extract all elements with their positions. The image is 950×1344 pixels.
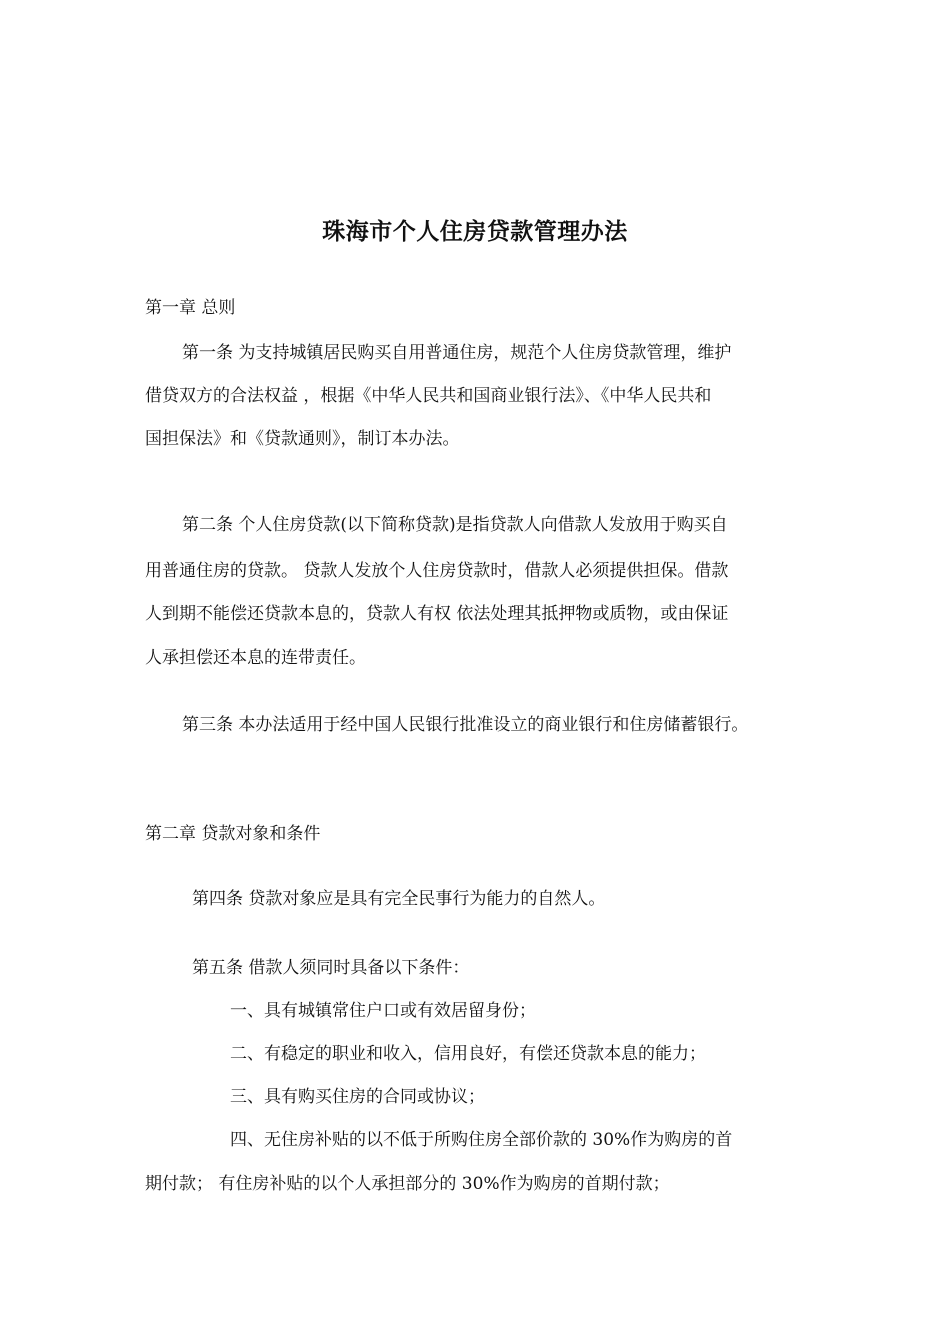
condition-4: 四、无住房补贴的以不低于所购住房全部价款的 30%作为购房的首: [230, 1130, 733, 1150]
condition-3: 三、具有购买住房的合同或协议；: [230, 1087, 485, 1107]
condition-2: 二、有稳定的职业和收入，信用良好，有偿还贷款本息的能力；: [230, 1044, 706, 1064]
article-3: 第三条 本办法适用于经中国人民银行批准设立的商业银行和住房储蓄银行。: [182, 715, 749, 735]
article-5: 第五条 借款人须同时具备以下条件：: [192, 958, 470, 978]
article-1-line-1: 第一条 为支持城镇居民购买自用普通住房，规范个人住房贷款管理，维护: [182, 343, 732, 363]
document-title: 珠海市个人住房贷款管理办法: [322, 218, 628, 245]
article-4: 第四条 贷款对象应是具有完全民事行为能力的自然人。: [192, 889, 606, 909]
article-2-line-4: 人承担偿还本息的连带责任。: [145, 648, 366, 668]
condition-1: 一、具有城镇常住户口或有效居留身份；: [230, 1001, 536, 1021]
article-2-line-3: 人到期不能偿还贷款本息的，贷款人有权 依法处理其抵押物或质物，或由保证: [145, 604, 729, 624]
article-1-line-2: 借贷双方的合法权益 ，根据《中华人民共和国商业银行法》、《中华人民共和: [145, 386, 712, 406]
article-2-line-2: 用普通住房的贷款。 贷款人发放个人住房贷款时，借款人必须提供担保。借款: [145, 561, 729, 581]
condition-4-continued: 期付款； 有住房补贴的以个人承担部分的 30%作为购房的首期付款；: [145, 1174, 670, 1194]
article-2-line-1: 第二条 个人住房贷款(以下简称贷款)是指贷款人向借款人发放用于购买自: [182, 515, 728, 535]
chapter-2-heading: 第二章 贷款对象和条件: [145, 824, 321, 844]
chapter-1-heading: 第一章 总则: [145, 298, 236, 318]
article-1-line-3: 国担保法》和《贷款通则》，制订本办法。: [145, 429, 460, 449]
